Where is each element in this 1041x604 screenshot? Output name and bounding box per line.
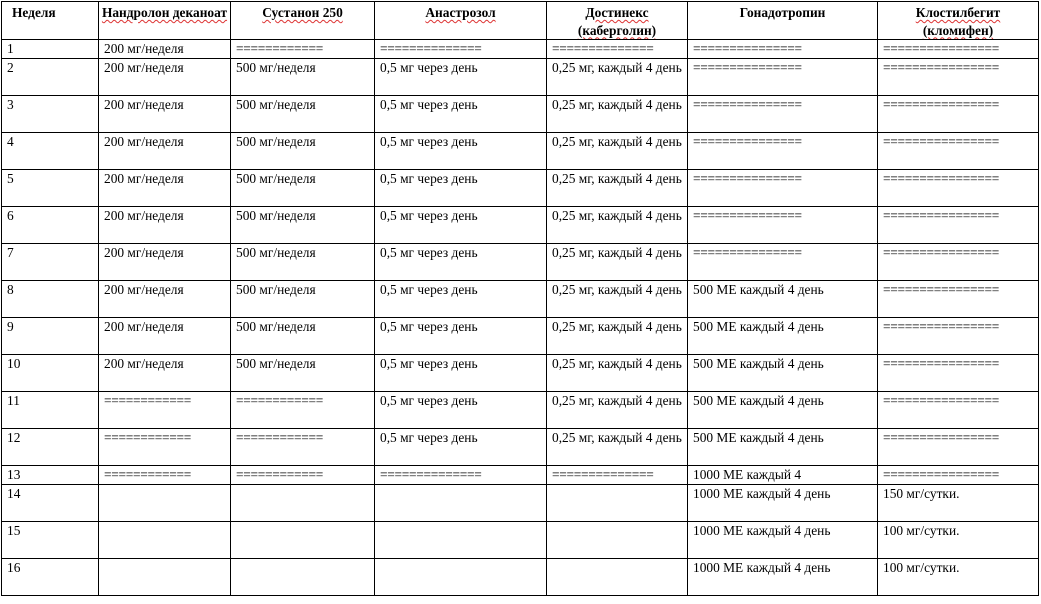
cell-week: 9 xyxy=(2,318,99,355)
cell-nandrolone: 200 мг/неделя xyxy=(99,244,231,281)
cell-sustanon xyxy=(231,559,375,596)
cell-week: 6 xyxy=(2,207,99,244)
cell-dostinex: 0,25 мг, каждый 4 день xyxy=(547,133,688,170)
cell-anastrozole: 0,5 мг через день xyxy=(375,170,547,207)
cell-dostinex xyxy=(547,485,688,522)
cell-anastrozole: 0,5 мг через день xyxy=(375,207,547,244)
cell-sustanon: 500 мг/неделя xyxy=(231,244,375,281)
cell-clostilbegit: ================ xyxy=(878,40,1039,59)
cell-dostinex: 0,25 мг, каждый 4 день xyxy=(547,318,688,355)
cell-nandrolone xyxy=(99,485,231,522)
cell-nandrolone: 200 мг/неделя xyxy=(99,96,231,133)
header-nandrolone: Нандролон деканоат xyxy=(99,2,231,40)
table-row xyxy=(2,207,1039,244)
table-row xyxy=(2,429,1039,466)
cell-sustanon: 500 мг/неделя xyxy=(231,59,375,96)
cell-anastrozole: ============== xyxy=(375,466,547,485)
cell-week: 10 xyxy=(2,355,99,392)
cell-gonadotropin: 500 МЕ каждый 4 день xyxy=(688,318,878,355)
cell-dostinex xyxy=(547,559,688,596)
cell-clostilbegit: ================ xyxy=(878,466,1039,485)
cell-nandrolone: 200 мг/неделя xyxy=(99,207,231,244)
table-row xyxy=(2,281,1039,318)
cell-week: 3 xyxy=(2,96,99,133)
header-anastrozole: Анастрозол xyxy=(375,2,547,40)
cell-sustanon: 500 мг/неделя xyxy=(231,133,375,170)
cell-anastrozole: 0,5 мг через день xyxy=(375,281,547,318)
cell-gonadotropin: 1000 МЕ каждый 4 день xyxy=(688,559,878,596)
cell-anastrozole: 0,5 мг через день xyxy=(375,429,547,466)
cell-gonadotropin: =============== xyxy=(688,96,878,133)
cell-sustanon: 500 мг/неделя xyxy=(231,170,375,207)
table-row xyxy=(2,392,1039,429)
cell-week: 14 xyxy=(2,485,99,522)
cell-nandrolone: ============ xyxy=(99,466,231,485)
cell-gonadotropin: =============== xyxy=(688,59,878,96)
cell-anastrozole xyxy=(375,559,547,596)
cell-sustanon xyxy=(231,522,375,559)
cell-clostilbegit: 150 мг/сутки. xyxy=(878,485,1039,522)
cell-clostilbegit: ================ xyxy=(878,133,1039,170)
cell-gonadotropin: =============== xyxy=(688,244,878,281)
cell-nandrolone: 200 мг/неделя xyxy=(99,355,231,392)
cell-sustanon: 500 мг/неделя xyxy=(231,96,375,133)
cell-week: 7 xyxy=(2,244,99,281)
table-row xyxy=(2,318,1039,355)
dosage-schedule-table xyxy=(1,1,1039,596)
cell-nandrolone: 200 мг/неделя xyxy=(99,59,231,96)
cell-sustanon: 500 мг/неделя xyxy=(231,207,375,244)
cell-week: 12 xyxy=(2,429,99,466)
cell-clostilbegit: ================ xyxy=(878,96,1039,133)
cell-anastrozole: 0,5 мг через день xyxy=(375,318,547,355)
cell-gonadotropin: 500 МЕ каждый 4 день xyxy=(688,392,878,429)
cell-week: 11 xyxy=(2,392,99,429)
cell-gonadotropin: 1000 МЕ каждый 4 день xyxy=(688,522,878,559)
cell-sustanon: 500 мг/неделя xyxy=(231,318,375,355)
table-row xyxy=(2,133,1039,170)
header-week: Неделя xyxy=(2,2,99,40)
cell-anastrozole: 0,5 мг через день xyxy=(375,355,547,392)
cell-week: 5 xyxy=(2,170,99,207)
cell-dostinex: 0,25 мг, каждый 4 день xyxy=(547,170,688,207)
cell-anastrozole: 0,5 мг через день xyxy=(375,59,547,96)
cell-gonadotropin: =============== xyxy=(688,133,878,170)
table-row xyxy=(2,244,1039,281)
cell-gonadotropin: =============== xyxy=(688,207,878,244)
cell-gonadotropin: 500 МЕ каждый 4 день xyxy=(688,355,878,392)
cell-dostinex: 0,25 мг, каждый 4 день xyxy=(547,281,688,318)
cell-sustanon: ============ xyxy=(231,392,375,429)
table-row xyxy=(2,40,1039,59)
cell-gonadotropin: 500 МЕ каждый 4 день xyxy=(688,429,878,466)
cell-week: 2 xyxy=(2,59,99,96)
cell-clostilbegit: ================ xyxy=(878,244,1039,281)
cell-nandrolone: 200 мг/неделя xyxy=(99,318,231,355)
cell-dostinex: 0,25 мг, каждый 4 день xyxy=(547,59,688,96)
cell-nandrolone: 200 мг/неделя xyxy=(99,170,231,207)
cell-nandrolone xyxy=(99,522,231,559)
cell-dostinex: 0,25 мг, каждый 4 день xyxy=(547,96,688,133)
cell-anastrozole xyxy=(375,522,547,559)
header-dostinex: Достинекс (каберголин) xyxy=(547,2,688,40)
cell-nandrolone: ============ xyxy=(99,429,231,466)
header-clostilbegit: Клостилбегит (кломифен) xyxy=(878,2,1039,40)
header-sustanon: Сустанон 250 xyxy=(231,2,375,40)
cell-clostilbegit: ================ xyxy=(878,59,1039,96)
cell-sustanon: ============ xyxy=(231,40,375,59)
header-gonadotropin: Гонадотропин xyxy=(688,2,878,40)
cell-sustanon: ============ xyxy=(231,466,375,485)
cell-clostilbegit: 100 мг/сутки. xyxy=(878,522,1039,559)
cell-nandrolone: ============ xyxy=(99,392,231,429)
cell-nandrolone xyxy=(99,559,231,596)
cell-gonadotropin: 1000 МЕ каждый 4 день xyxy=(688,485,878,522)
cell-gonadotropin: =============== xyxy=(688,170,878,207)
cell-gonadotropin: 500 МЕ каждый 4 день xyxy=(688,281,878,318)
cell-sustanon: 500 мг/неделя xyxy=(231,355,375,392)
cell-clostilbegit: ================ xyxy=(878,318,1039,355)
header-row xyxy=(2,2,1039,40)
cell-dostinex: ============== xyxy=(547,40,688,59)
cell-nandrolone: 200 мг/неделя xyxy=(99,133,231,170)
cell-dostinex: ============== xyxy=(547,466,688,485)
table-row xyxy=(2,466,1039,485)
cell-nandrolone: 200 мг/неделя xyxy=(99,40,231,59)
cell-gonadotropin: 1000 МЕ каждый 4 xyxy=(688,466,878,485)
cell-clostilbegit: ================ xyxy=(878,170,1039,207)
cell-week: 4 xyxy=(2,133,99,170)
table-row xyxy=(2,170,1039,207)
table-row xyxy=(2,96,1039,133)
cell-week: 16 xyxy=(2,559,99,596)
cell-sustanon xyxy=(231,485,375,522)
table-row xyxy=(2,355,1039,392)
cell-clostilbegit: ================ xyxy=(878,429,1039,466)
table-row xyxy=(2,559,1039,596)
cell-week: 15 xyxy=(2,522,99,559)
cell-clostilbegit: ================ xyxy=(878,207,1039,244)
cell-dostinex xyxy=(547,522,688,559)
cell-week: 1 xyxy=(2,40,99,59)
table-row xyxy=(2,522,1039,559)
table-row xyxy=(2,485,1039,522)
cell-clostilbegit: ================ xyxy=(878,355,1039,392)
table-row xyxy=(2,59,1039,96)
cell-anastrozole: 0,5 мг через день xyxy=(375,392,547,429)
cell-gonadotropin: =============== xyxy=(688,40,878,59)
cell-clostilbegit: 100 мг/сутки. xyxy=(878,559,1039,596)
cell-clostilbegit: ================ xyxy=(878,392,1039,429)
cell-sustanon: 500 мг/неделя xyxy=(231,281,375,318)
cell-anastrozole: 0,5 мг через день xyxy=(375,96,547,133)
cell-dostinex: 0,25 мг, каждый 4 день xyxy=(547,244,688,281)
cell-sustanon: ============ xyxy=(231,429,375,466)
cell-anastrozole: ============== xyxy=(375,40,547,59)
cell-anastrozole: 0,5 мг через день xyxy=(375,244,547,281)
cell-nandrolone: 200 мг/неделя xyxy=(99,281,231,318)
cell-dostinex: 0,25 мг, каждый 4 день xyxy=(547,429,688,466)
cell-week: 13 xyxy=(2,466,99,485)
cell-week: 8 xyxy=(2,281,99,318)
cell-dostinex: 0,25 мг, каждый 4 день xyxy=(547,392,688,429)
cell-anastrozole xyxy=(375,485,547,522)
cell-anastrozole: 0,5 мг через день xyxy=(375,133,547,170)
cell-dostinex: 0,25 мг, каждый 4 день xyxy=(547,207,688,244)
cell-clostilbegit: ================ xyxy=(878,281,1039,318)
cell-dostinex: 0,25 мг, каждый 4 день xyxy=(547,355,688,392)
